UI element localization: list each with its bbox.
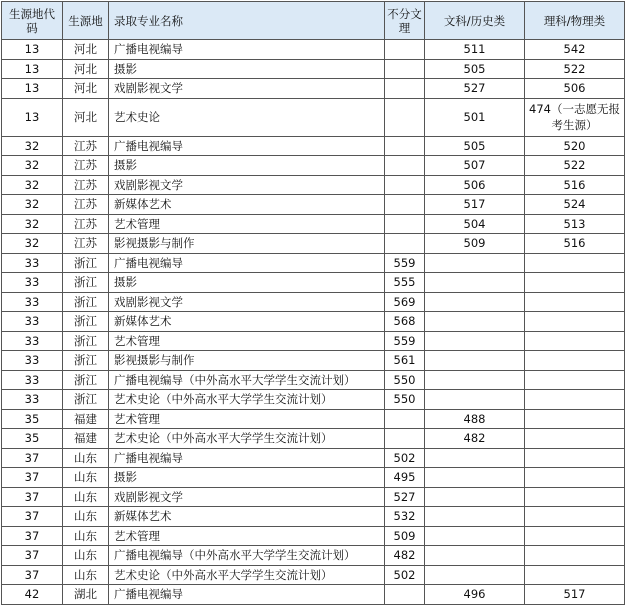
cell-no-division-score: 561: [385, 351, 425, 371]
cell-major-name: 广播电视编导: [109, 136, 385, 156]
cell-no-division-score: 495: [385, 468, 425, 488]
cell-no-division-score: 569: [385, 292, 425, 312]
cell-origin-code: 42: [2, 585, 63, 605]
cell-major-name: 艺术史论: [109, 98, 385, 136]
table-row: [2, 175, 625, 195]
cell-no-division-score: 509: [385, 526, 425, 546]
cell-science-score: 522: [525, 156, 625, 176]
table-row: [2, 526, 625, 546]
cell-origin-province: 江苏: [63, 136, 109, 156]
cell-liberal-arts-score: [425, 507, 525, 527]
cell-origin-code: 37: [2, 546, 63, 566]
cell-origin-code: 33: [2, 331, 63, 351]
cell-origin-province: 湖北: [63, 585, 109, 605]
cell-origin-province: 江苏: [63, 175, 109, 195]
cell-origin-code: 37: [2, 487, 63, 507]
table-row: [2, 312, 625, 332]
cell-liberal-arts-score: [425, 448, 525, 468]
cell-liberal-arts-score: 506: [425, 175, 525, 195]
cell-no-division-score: [385, 175, 425, 195]
cell-science-score: [525, 390, 625, 410]
cell-origin-province: 山东: [63, 565, 109, 585]
cell-science-score: [525, 273, 625, 293]
cell-liberal-arts-score: [425, 546, 525, 566]
table-row: [2, 585, 625, 605]
cell-science-score: 506: [525, 79, 625, 99]
cell-origin-province: 浙江: [63, 331, 109, 351]
cell-major-name: 戏剧影视文学: [109, 487, 385, 507]
cell-no-division-score: [385, 40, 425, 60]
table-row: [2, 98, 625, 136]
table-row: [2, 448, 625, 468]
cell-origin-code: 33: [2, 390, 63, 410]
cell-origin-province: 浙江: [63, 253, 109, 273]
cell-origin-province: 山东: [63, 526, 109, 546]
table-row: [2, 195, 625, 215]
header-liberal-arts: 文科/历史类: [425, 2, 525, 40]
cell-origin-code: 33: [2, 292, 63, 312]
cell-origin-code: 37: [2, 526, 63, 546]
cell-science-score: [525, 253, 625, 273]
cell-major-name: 摄影: [109, 468, 385, 488]
table-row: [2, 156, 625, 176]
cell-science-score: 520: [525, 136, 625, 156]
cell-major-name: 戏剧影视文学: [109, 79, 385, 99]
table-row: [2, 351, 625, 371]
cell-liberal-arts-score: 488: [425, 409, 525, 429]
cell-origin-province: 河北: [63, 79, 109, 99]
cell-major-name: 广播电视编导: [109, 40, 385, 60]
header-origin-code: 生源地代码: [2, 2, 63, 40]
cell-science-score: [525, 468, 625, 488]
cell-science-score: 542: [525, 40, 625, 60]
table-row: [2, 234, 625, 254]
cell-major-name: 艺术史论（中外高水平大学学生交流计划）: [109, 429, 385, 449]
cell-no-division-score: 502: [385, 448, 425, 468]
cell-origin-code: 32: [2, 234, 63, 254]
cell-science-score: [525, 565, 625, 585]
cell-science-score: [525, 312, 625, 332]
cell-no-division-score: 482: [385, 546, 425, 566]
cell-major-name: 广播电视编导（中外高水平大学学生交流计划）: [109, 370, 385, 390]
cell-origin-code: 32: [2, 214, 63, 234]
admission-scores-table: [1, 1, 625, 605]
cell-no-division-score: [385, 234, 425, 254]
table-row: [2, 136, 625, 156]
cell-major-name: 广播电视编导: [109, 585, 385, 605]
header-science: 理科/物理类: [525, 2, 625, 40]
cell-liberal-arts-score: [425, 370, 525, 390]
cell-origin-province: 江苏: [63, 156, 109, 176]
cell-liberal-arts-score: [425, 487, 525, 507]
cell-major-name: 影视摄影与制作: [109, 234, 385, 254]
cell-major-name: 广播电视编导: [109, 253, 385, 273]
cell-origin-code: 37: [2, 448, 63, 468]
table-row: [2, 429, 625, 449]
cell-no-division-score: 532: [385, 507, 425, 527]
cell-major-name: 新媒体艺术: [109, 507, 385, 527]
cell-origin-province: 福建: [63, 429, 109, 449]
cell-origin-code: 33: [2, 351, 63, 371]
table-row: [2, 214, 625, 234]
table-row: [2, 546, 625, 566]
cell-major-name: 影视摄影与制作: [109, 351, 385, 371]
cell-origin-code: 33: [2, 253, 63, 273]
table-row: [2, 79, 625, 99]
cell-science-score: [525, 409, 625, 429]
cell-liberal-arts-score: [425, 351, 525, 371]
cell-origin-code: 37: [2, 468, 63, 488]
cell-origin-province: 山东: [63, 546, 109, 566]
cell-liberal-arts-score: [425, 273, 525, 293]
cell-science-score: [525, 526, 625, 546]
cell-major-name: 艺术史论（中外高水平大学学生交流计划）: [109, 390, 385, 410]
cell-science-score: [525, 507, 625, 527]
cell-science-score: 522: [525, 59, 625, 79]
cell-origin-province: 山东: [63, 507, 109, 527]
cell-no-division-score: [385, 214, 425, 234]
cell-science-score: [525, 370, 625, 390]
cell-origin-code: 13: [2, 98, 63, 136]
cell-major-name: 艺术管理: [109, 214, 385, 234]
cell-liberal-arts-score: 507: [425, 156, 525, 176]
cell-origin-province: 江苏: [63, 214, 109, 234]
table-row: [2, 331, 625, 351]
cell-major-name: 广播电视编导: [109, 448, 385, 468]
cell-liberal-arts-score: [425, 390, 525, 410]
cell-origin-province: 浙江: [63, 370, 109, 390]
cell-liberal-arts-score: [425, 253, 525, 273]
cell-origin-province: 浙江: [63, 273, 109, 293]
cell-science-score: [525, 292, 625, 312]
cell-major-name: 戏剧影视文学: [109, 175, 385, 195]
cell-liberal-arts-score: 527: [425, 79, 525, 99]
cell-major-name: 广播电视编导（中外高水平大学学生交流计划）: [109, 546, 385, 566]
cell-origin-province: 河北: [63, 98, 109, 136]
cell-liberal-arts-score: [425, 292, 525, 312]
cell-origin-province: 江苏: [63, 195, 109, 215]
cell-science-score: [525, 546, 625, 566]
cell-origin-province: 河北: [63, 59, 109, 79]
cell-no-division-score: [385, 429, 425, 449]
cell-science-score: 517: [525, 585, 625, 605]
cell-science-score: [525, 331, 625, 351]
cell-major-name: 摄影: [109, 156, 385, 176]
cell-liberal-arts-score: 482: [425, 429, 525, 449]
table-row: [2, 468, 625, 488]
cell-origin-code: 37: [2, 507, 63, 527]
cell-science-score: 524: [525, 195, 625, 215]
cell-liberal-arts-score: 517: [425, 195, 525, 215]
header-major-name: 录取专业名称: [109, 2, 385, 40]
cell-origin-province: 山东: [63, 448, 109, 468]
cell-liberal-arts-score: [425, 312, 525, 332]
cell-no-division-score: 559: [385, 331, 425, 351]
admission-scores-table-container: [1, 1, 625, 605]
cell-origin-province: 浙江: [63, 390, 109, 410]
table-row: [2, 409, 625, 429]
cell-origin-code: 32: [2, 175, 63, 195]
header-origin-province: 生源地: [63, 2, 109, 40]
cell-major-name: 摄影: [109, 59, 385, 79]
cell-origin-code: 13: [2, 79, 63, 99]
table-header: [2, 2, 625, 40]
cell-major-name: 戏剧影视文学: [109, 292, 385, 312]
cell-no-division-score: [385, 98, 425, 136]
table-row: [2, 253, 625, 273]
cell-origin-province: 山东: [63, 468, 109, 488]
table-row: [2, 292, 625, 312]
cell-liberal-arts-score: 511: [425, 40, 525, 60]
cell-origin-code: 13: [2, 40, 63, 60]
cell-liberal-arts-score: [425, 565, 525, 585]
cell-major-name: 新媒体艺术: [109, 312, 385, 332]
table-row: [2, 273, 625, 293]
table-row: [2, 487, 625, 507]
cell-origin-province: 浙江: [63, 292, 109, 312]
cell-liberal-arts-score: 509: [425, 234, 525, 254]
cell-science-score: [525, 448, 625, 468]
cell-no-division-score: 550: [385, 370, 425, 390]
cell-origin-code: 33: [2, 312, 63, 332]
cell-origin-province: 山东: [63, 487, 109, 507]
cell-origin-code: 32: [2, 156, 63, 176]
cell-origin-code: 35: [2, 429, 63, 449]
cell-major-name: 摄影: [109, 273, 385, 293]
header-row: [2, 2, 625, 40]
cell-origin-code: 35: [2, 409, 63, 429]
cell-science-score: [525, 351, 625, 371]
cell-major-name: 艺术管理: [109, 409, 385, 429]
table-row: [2, 40, 625, 60]
cell-major-name: 艺术管理: [109, 331, 385, 351]
cell-major-name: 艺术管理: [109, 526, 385, 546]
cell-no-division-score: [385, 156, 425, 176]
table-row: [2, 507, 625, 527]
cell-major-name: 新媒体艺术: [109, 195, 385, 215]
cell-origin-province: 福建: [63, 409, 109, 429]
cell-origin-code: 33: [2, 273, 63, 293]
table-row: [2, 370, 625, 390]
header-no-division: 不分文理: [385, 2, 425, 40]
cell-science-score: 516: [525, 234, 625, 254]
cell-origin-code: 33: [2, 370, 63, 390]
cell-no-division-score: 559: [385, 253, 425, 273]
cell-no-division-score: 555: [385, 273, 425, 293]
cell-no-division-score: [385, 59, 425, 79]
cell-liberal-arts-score: [425, 526, 525, 546]
cell-origin-code: 32: [2, 136, 63, 156]
cell-science-score: 513: [525, 214, 625, 234]
cell-no-division-score: [385, 79, 425, 99]
cell-science-score: 474（一志愿无报考生源）: [525, 98, 625, 136]
cell-origin-code: 37: [2, 565, 63, 585]
cell-no-division-score: 502: [385, 565, 425, 585]
cell-liberal-arts-score: 505: [425, 59, 525, 79]
cell-origin-code: 13: [2, 59, 63, 79]
cell-liberal-arts-score: 496: [425, 585, 525, 605]
table-row: [2, 59, 625, 79]
cell-origin-province: 浙江: [63, 351, 109, 371]
cell-origin-code: 32: [2, 195, 63, 215]
cell-science-score: [525, 487, 625, 507]
table-body: [2, 40, 625, 605]
cell-no-division-score: [385, 136, 425, 156]
cell-liberal-arts-score: 501: [425, 98, 525, 136]
cell-no-division-score: 527: [385, 487, 425, 507]
cell-liberal-arts-score: 504: [425, 214, 525, 234]
cell-no-division-score: [385, 195, 425, 215]
cell-no-division-score: 568: [385, 312, 425, 332]
cell-liberal-arts-score: [425, 468, 525, 488]
cell-origin-province: 江苏: [63, 234, 109, 254]
cell-no-division-score: 550: [385, 390, 425, 410]
cell-liberal-arts-score: [425, 331, 525, 351]
cell-liberal-arts-score: 505: [425, 136, 525, 156]
cell-science-score: 516: [525, 175, 625, 195]
cell-origin-province: 浙江: [63, 312, 109, 332]
cell-origin-province: 河北: [63, 40, 109, 60]
table-row: [2, 565, 625, 585]
table-row: [2, 390, 625, 410]
cell-no-division-score: [385, 409, 425, 429]
cell-science-score: [525, 429, 625, 449]
cell-no-division-score: [385, 585, 425, 605]
cell-major-name: 艺术史论（中外高水平大学学生交流计划）: [109, 565, 385, 585]
